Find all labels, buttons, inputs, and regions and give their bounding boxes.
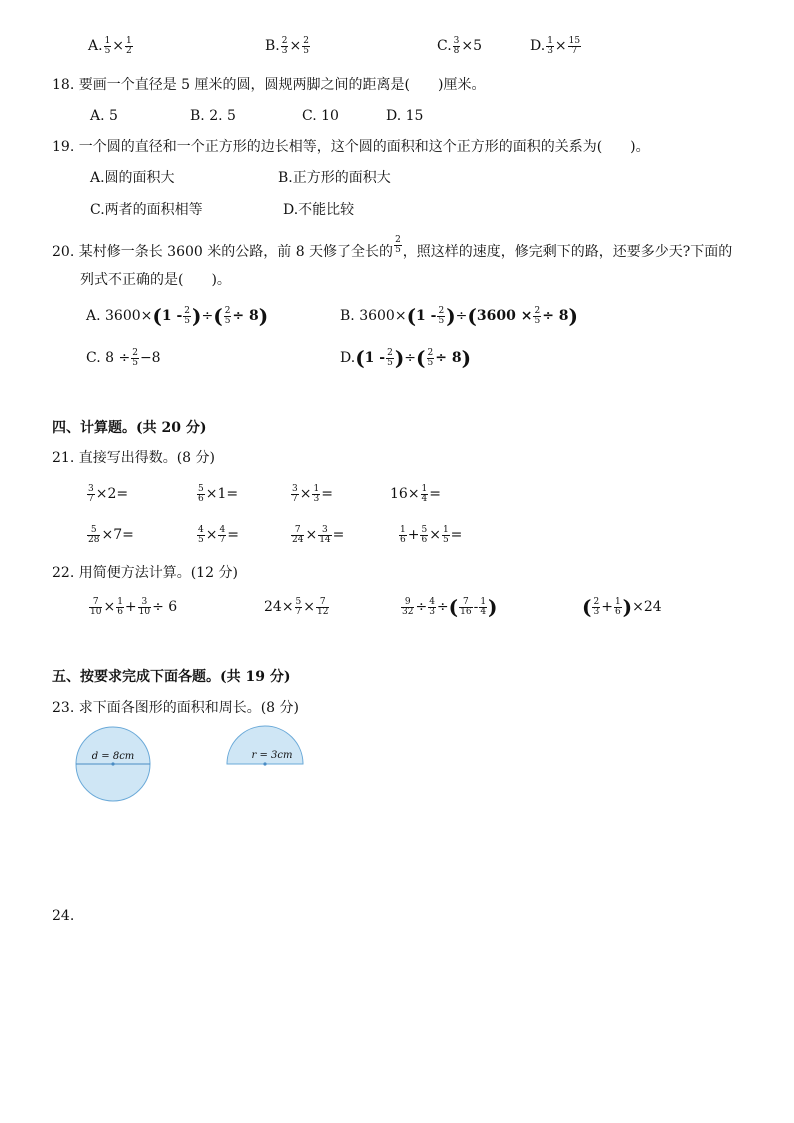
q17-option-c: C. $\frac{3}{8}$ ×5 <box>437 35 483 56</box>
q20-question-line2: 列式不正确的是( )。 <box>80 272 231 288</box>
q19-option-a: A.圆的面积大 <box>90 170 175 186</box>
q21-item: $\frac{7}{24}$ × $\frac{3}{14}$ = <box>292 524 345 545</box>
q18-option-b: B. 2. 5 <box>190 108 236 124</box>
q18-option-a: A. 5 <box>90 108 118 124</box>
q18-option-c: C. 10 <box>302 108 339 124</box>
q22-expression-3: $\frac{9}{32}$ ÷ $\frac{4}{3}$ ÷( $\frac{7}{16}$ - $\frac{1}{4}$ ) <box>402 595 498 619</box>
semicircle-radius-label: r = 3cm <box>251 750 293 761</box>
q20-option-d: D.(1 - $\frac{2}{5}$ )÷( $\frac{2}{5}$ ÷ 8) <box>340 346 472 370</box>
circle-center-dot <box>111 762 114 765</box>
q21-item: $\frac{5}{28}$ ×7= <box>88 524 134 545</box>
q18-option-d: D. 15 <box>386 108 424 124</box>
section-4-title: 四、计算题。(共 20 分) <box>52 420 207 436</box>
q21-item: $\frac{5}{6}$ ×1= <box>198 483 239 504</box>
q19-option-c: C.两者的面积相等 <box>90 202 203 218</box>
circle-diameter-label: d = 8cm <box>91 751 135 762</box>
q22-expression-1: $\frac{7}{10}$ × $\frac{1}{6}$ + $\frac{3}{10}$ ÷ 6 <box>90 596 178 617</box>
q20-option-a: A. 3600×(1 - $\frac{2}{5}$ )÷( $\frac{2}{5}$ ÷ 8) <box>86 304 269 328</box>
q20-question: 20. 某村修一条长 3600 米的公路，前 8 天修了全长的 $\frac{2}{5}$ ，照这样的速度，修完剩下的路，还要多少天?下面的 <box>52 235 733 260</box>
q19-option-d: D.不能比较 <box>283 202 355 218</box>
q19-option-b: B.正方形的面积大 <box>278 170 391 186</box>
q20-option-c: C. 8 ÷ $\frac{2}{5}$ −8 <box>86 347 161 368</box>
semicircle-figure <box>222 724 308 768</box>
q21-item: $\frac{3}{7}$ ×2= <box>88 483 129 504</box>
q17-option-a: A. $\frac{1}{5}$ × $\frac{1}{2}$ <box>88 35 132 56</box>
q21-item: $\frac{4}{5}$ × $\frac{4}{7}$ = <box>198 524 239 545</box>
q22-expression-4: ( $\frac{2}{3}$ + $\frac{1}{6}$ )×24 <box>582 595 662 619</box>
q21-item: 16× $\frac{1}{4}$ = <box>390 483 442 504</box>
q21-item: $\frac{1}{6}$ + $\frac{5}{6}$ × $\frac{1}{5}$ = <box>400 524 463 545</box>
q22-title: 22. 用简便方法计算。(12 分) <box>52 565 238 581</box>
q20-option-b: B. 3600×(1 - $\frac{2}{5}$ )÷(3600 × $\frac{2}{5}$ ÷ 8) <box>340 304 579 328</box>
q21-item: $\frac{3}{7}$ × $\frac{1}{3}$ = <box>292 483 333 504</box>
section-5-title: 五、按要求完成下面各题。(共 19 分) <box>52 669 291 685</box>
circle-figure <box>70 724 156 806</box>
q19-question: 19. 一个圆的直径和一个正方形的边长相等，这个圆的面积和这个正方形的面积的关系为( )。 <box>52 139 650 155</box>
q24-label: 24. <box>52 908 75 924</box>
q21-title: 21. 直接写出得数。(8 分) <box>52 450 215 466</box>
q18-question: 18. 要画一个直径是 5 厘米的圆，圆规两脚之间的距离是( )厘米。 <box>52 77 486 93</box>
semicircle-center-dot <box>263 762 266 765</box>
q17-option-d: D. $\frac{1}{3}$ × $\frac{15}{7}$ <box>530 35 581 56</box>
q17-option-b: B. $\frac{2}{3}$ × $\frac{2}{5}$ <box>265 35 309 56</box>
q23-title: 23. 求下面各图形的面积和周长。(8 分) <box>52 700 299 716</box>
q22-expression-2: 24× $\frac{5}{7}$ × $\frac{7}{12}$ <box>264 596 329 617</box>
